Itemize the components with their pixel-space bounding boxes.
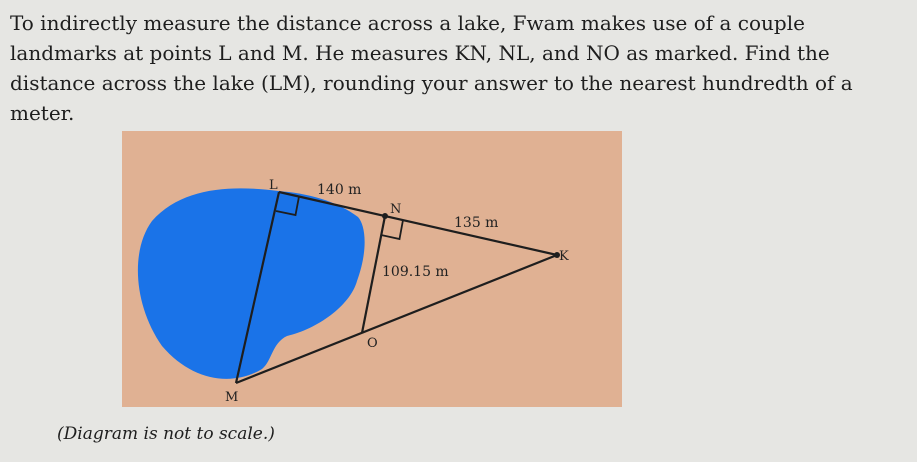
measure-NO: 109.15 m <box>382 264 449 280</box>
label-O: O <box>367 336 378 351</box>
point-N-dot <box>382 213 388 219</box>
problem-text: To indirectly measure the distance across a lake, Fwam makes use of a couple landmarks at points L and M. He measures KN, NL, and NO as marked. Find the distance across the lake (LM), rounding your answer to the nearest hundredth of a meter. <box>10 11 853 125</box>
label-L: L <box>269 178 278 193</box>
label-M: M <box>225 390 239 405</box>
measure-NL: 140 m <box>317 182 362 198</box>
measure-KN: 135 m <box>454 215 499 231</box>
figure-caption: (Diagram is not to scale.) <box>57 424 275 444</box>
label-N: N <box>390 202 402 217</box>
lake-diagram <box>122 131 622 407</box>
label-K: K <box>559 249 569 264</box>
